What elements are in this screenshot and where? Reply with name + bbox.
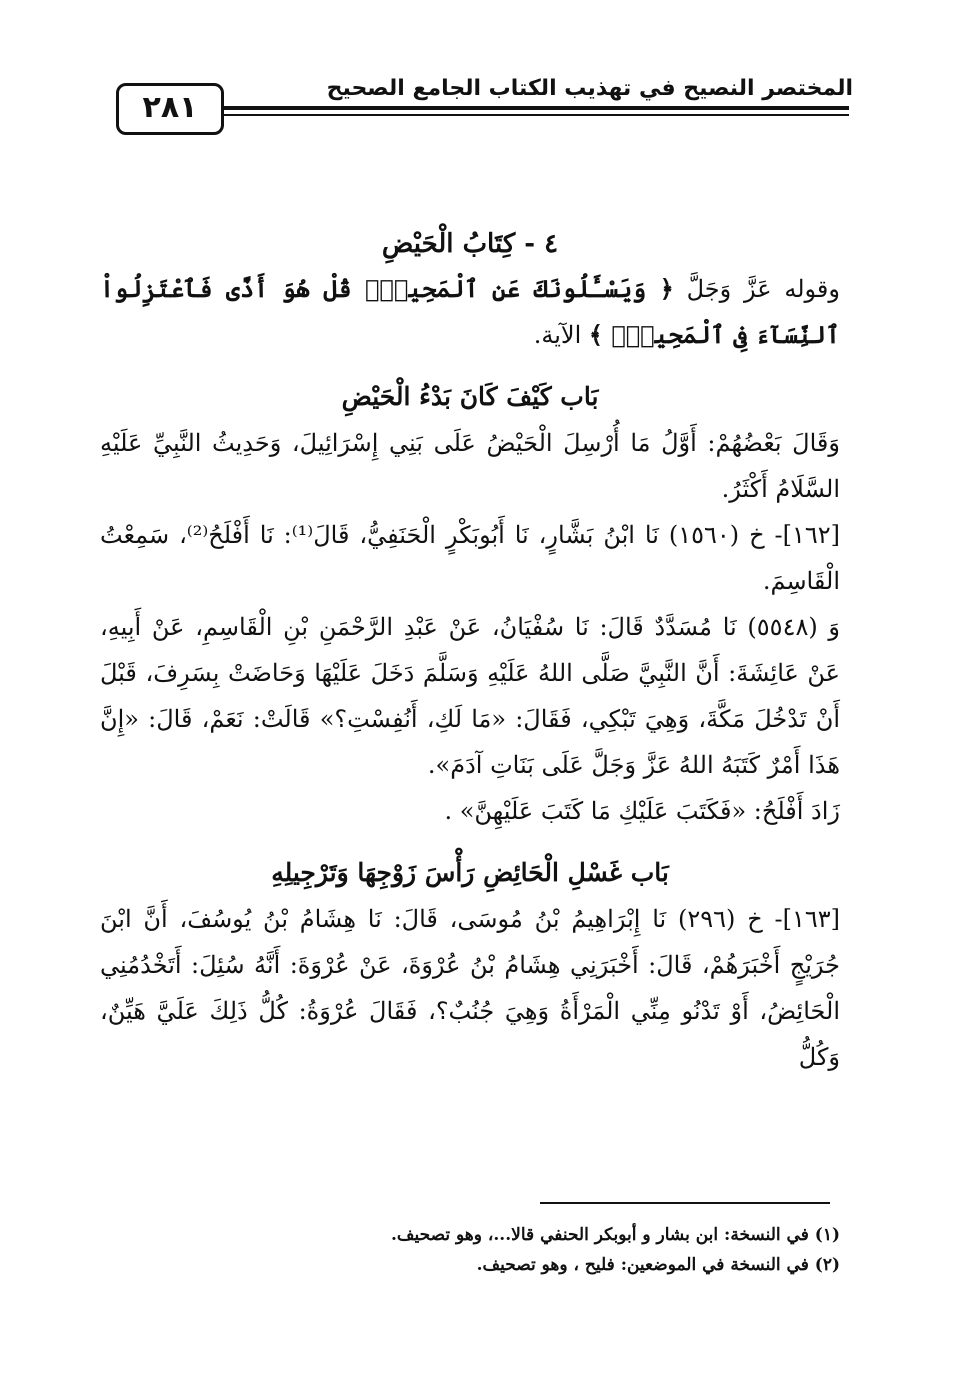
intro-paragraph xyxy=(100,266,840,358)
chapter-title: ٤ - كِتَابُ الْحَيْضِ xyxy=(381,229,559,259)
quran-verse: ﴿ وَيَسْـَٔلُونَكَ عَنِ ٱلْمَحِيضِۖ قُلْ هُوَ أَذًى فَٱعْتَزِلُواْ ٱلنِّسَآءَ فِى ٱلْمَحِيضِۖ ﴾ xyxy=(100,274,840,349)
section-heading-1: بَاب كَيْفَ كَانَ بَدْءُ الْحَيْضِ xyxy=(341,382,599,411)
footnote-2: (٢) في النسخة في الموضعين: فليح ، وهو تصحيف. xyxy=(476,1255,840,1275)
intro-suffix: الآية. xyxy=(533,321,582,349)
footnote-1: (١) في النسخة: ابن بشار و أبوبكر الحنفي قالا...، وهو تصحيف. xyxy=(391,1225,840,1245)
main-text xyxy=(100,222,840,1080)
section-heading-2: بَاب غَسْلِ الْحَائِضِ رَأْسَ زَوْجِهَا وَتَرْجِيلِهِ xyxy=(271,858,669,887)
page-number: ٢٨١ xyxy=(116,83,224,135)
footnote-separator xyxy=(540,1202,830,1204)
hadith-162-body: وَ (٥٥٤٨) نَا مُسَدَّدٌ قَالَ: نَا سُفْيَانُ، عَنْ عَبْدِ الرَّحْمَنِ بْنِ الْقَاسِمِ، عَنْ أَبِيهِ، عَنْ عَائِشَةَ: أَنَّ النَّبِيَّ صَلَّى اللهُ عَلَيْهِ وَسَلَّمَ دَخَلَ عَلَيْهَا وَحَاضَتْ بِسَرِفَ، قَبْلَ أَنْ تَدْخُلَ مَكَّةَ، وَهِيَ تَبْكِي، فَقَالَ: «مَا لَكِ، أَنُفِسْتِ؟» قَالَتْ: نَعَمْ، قَالَ: «إِنَّ هَذَا أَمْرٌ كَتَبَهُ اللهُ عَزَّ وَجَلَّ عَلَى بَنَاتِ آدَمَ». xyxy=(100,613,840,779)
section-1-text: وَقَالَ بَعْضُهُمْ: أَوَّلُ مَا أُرْسِلَ الْحَيْضُ عَلَى بَنِي إِسْرَائِيلَ، وَحَدِيثُ النَّبِيِّ عَلَيْهِ السَّلَامُ أَكْثَرُ. xyxy=(100,429,840,503)
footnotes xyxy=(300,1220,840,1280)
running-title: المختصر النصيح في تهذيب الكتاب الجامع الصحيح xyxy=(326,76,853,101)
intro-prefix: وقوله عَزَّ وَجَلَّ xyxy=(686,275,840,303)
hadith-162-chain: [١٦٢]- خ (١٥٦٠) نَا ابْنُ بَشَّارٍ، نَا أَبُوبَكْرٍ الْحَنَفِيُّ، قَالَ⁽¹⁾: نَا أَفْلَحُ⁽²⁾، سَمِعْتُ الْقَاسِمَ. xyxy=(100,521,841,595)
hadith-163-text: [١٦٣]- خ (٢٩٦) نَا إِبْرَاهِيمُ بْنُ مُوسَى، قَالَ: نَا هِشَامُ بْنُ يُوسُفَ، أَنَّ ابْنَ جُرَيْجٍ أَخْبَرَهُمْ، قَالَ: أَخْبَرَنِي هِشَامُ بْنُ عُرْوَةَ، عَنْ عُرْوَةَ: أَنَّهُ سُئِلَ: أَتَخْدُمُنِي الْحَائِضُ، أَوْ تَدْنُو مِنِّي الْمَرْأَةُ وَهِيَ جُنُبٌ؟، فَقَالَ عُرْوَةُ: كُلُّ ذَلِكَ عَلَيَّ هَيِّنٌ، وَكُلُّ xyxy=(100,905,840,1071)
header-rule-thin xyxy=(224,114,849,116)
hadith-162-addition: زَادَ أَفْلَحُ: «فَكَتَبَ عَلَيْكِ مَا كَتَبَ عَلَيْهِنَّ» . xyxy=(444,797,840,825)
header-rule xyxy=(224,106,849,110)
